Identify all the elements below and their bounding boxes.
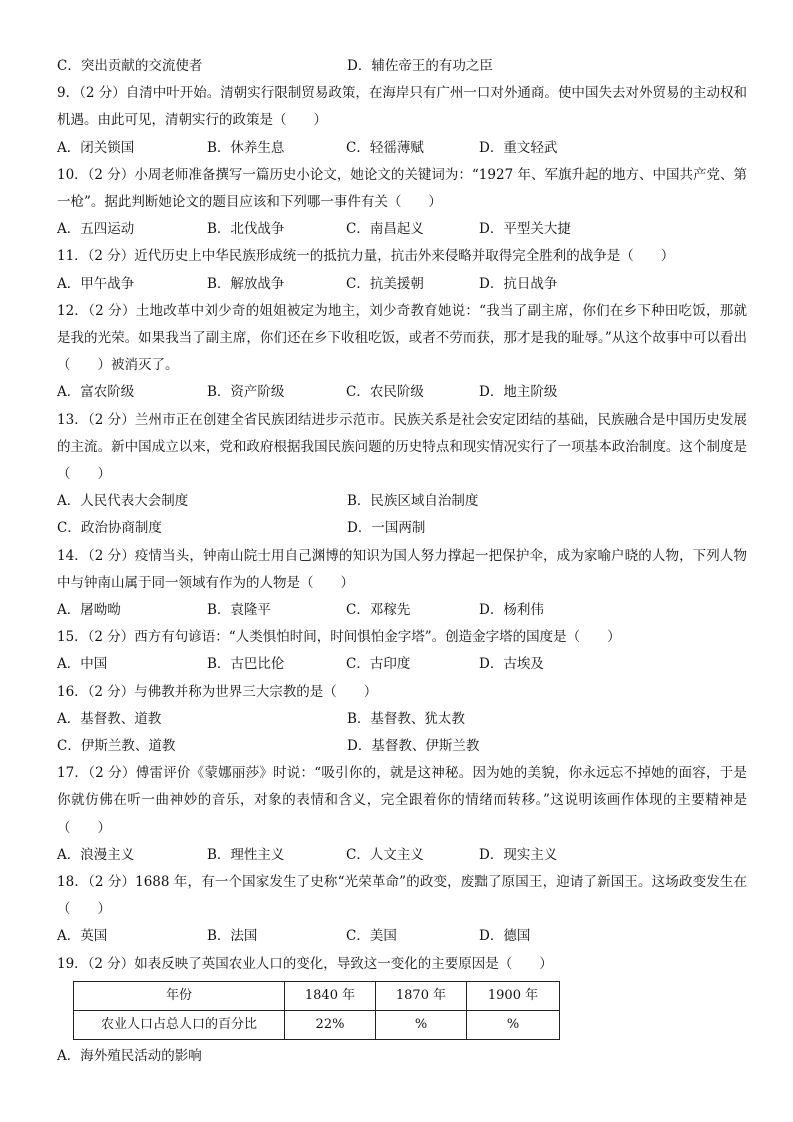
agri-population-table	[73, 981, 560, 1040]
option-b: B．理性主义	[207, 846, 285, 863]
q8-options	[57, 53, 747, 80]
question-17-stem: 17．（2 分）傅雷评价《蒙娜丽莎》时说：“吸引你的，就是这神秘。因为她的美貌，你永远忘不掉她的面容，于是你就仿佛在听一曲神妙的音乐，对象的表情和含义，完全跟着你的情绪而转移。”这说明该画作体现的主要精神是（ ）	[57, 765, 747, 836]
option-c: C．南昌起义	[346, 221, 424, 238]
option-d: D．一国两制	[347, 520, 426, 537]
option-d: D．德国	[479, 928, 531, 945]
exam-page	[57, 53, 747, 1070]
question-11-stem: 11．（2 分）近代历史上中华民族形成统一的抵抗力量，抗击外来侵略并取得完全胜利的战争是（ ）	[57, 248, 675, 265]
option-b: B．北伐战争	[207, 221, 285, 238]
option-a: A．甲午战争	[57, 275, 135, 292]
option-a: A．浪漫主义	[57, 846, 135, 863]
option-d: D．杨利伟	[479, 601, 544, 618]
table-header-cell: 1900 年	[467, 981, 560, 1010]
table-header-cell: 年份	[74, 981, 285, 1010]
option-b: B．基督教、犹太教	[347, 710, 465, 727]
option-c: C．美国	[346, 928, 397, 945]
option-c: C．农民阶级	[346, 384, 424, 401]
option-c: C．邓稼先	[346, 601, 411, 618]
option-d: D．基督教、伊斯兰教	[347, 737, 480, 754]
option-b: B．古巴比伦	[207, 656, 285, 673]
option-d: D．现实主义	[479, 846, 558, 863]
option-b: B．民族区域自治制度	[347, 493, 479, 510]
option-d: D．辅佐帝王的有功之臣	[347, 58, 493, 74]
question-13-options-row1	[57, 488, 747, 515]
question-14-stem: 14．（2 分）疫情当头，钟南山院士用自己渊博的知识为国人努力撑起一把保护伞，成为家喻户晓的人物，下列人物中与钟南山属于同一领域有作为的人物是（ ）	[57, 547, 747, 591]
question-12-options	[57, 379, 747, 406]
option-c: C．伊斯兰教、道教	[57, 737, 176, 754]
option-a: A．闭关锁国	[57, 139, 135, 156]
question-18-stem: 18．（2 分）1688 年，有一个国家发生了史称“光荣革命”的政变，废黜了原国王，迎请了新国王。这场政变发生在（ ）	[57, 873, 747, 918]
option-b: B．资产阶级	[207, 384, 285, 401]
question-13-stem: 13．（2 分）兰州市正在创建全省民族团结进步示范市。民族关系是社会安定团结的基础，民族融合是中国历史发展的主流。新中国成立以来，党和政府根据我国民族问题的历史特点和现实情况实行了一项基本政治制度。这个制度是（ ）	[57, 411, 747, 482]
option-c: C．抗美援朝	[346, 275, 424, 292]
option-c: C．古印度	[346, 656, 411, 673]
option-a: A．人民代表大会制度	[57, 493, 189, 510]
option-a: A．中国	[57, 656, 108, 673]
question-17-options	[57, 842, 747, 869]
option-c: C．轻徭薄赋	[346, 139, 424, 156]
question-9-options	[57, 135, 747, 162]
question-16-options-row2	[57, 733, 747, 760]
table-header-cell: 1870 年	[376, 981, 467, 1010]
option-d: D．重文轻武	[479, 139, 558, 156]
table-cell: 22%	[285, 1010, 376, 1039]
question-12-stem: 12．（2 分）土地改革中刘少奇的姐姐被定为地主，刘少奇教育她说：“我当了副主席，你们在乡下种田吃饭，那就是我的光荣。如果我当了副主席，你们还在乡下收租吃饭，或者不劳而获，那才是我的耻辱。”从这个故事中可以看出（ ）被消灭了。	[57, 302, 747, 374]
question-18-options	[57, 923, 747, 950]
option-d: D．抗日战争	[479, 275, 558, 292]
option-c: C．人文主义	[346, 846, 424, 863]
question-11-options	[57, 271, 747, 298]
table-row	[74, 1010, 560, 1039]
question-16-options-row1	[57, 706, 747, 733]
option-b: B．袁隆平	[207, 601, 271, 618]
table-cell: %	[376, 1010, 467, 1039]
question-15-stem: 15．（2 分）西方有句谚语：“人类惧怕时间，时间惧怕金字塔”。创造金字塔的国度是（ ）	[57, 629, 621, 646]
table-cell: %	[467, 1010, 560, 1039]
option-a: A．海外殖民活动的影响	[57, 1047, 202, 1064]
table-header-row	[74, 981, 560, 1010]
question-16-stem: 16．（2 分）与佛教并称为世界三大宗教的是（ ）	[57, 683, 378, 700]
question-9-stem: 9．（2 分）自清中叶开始。清朝实行限制贸易政策，在海岸只有广州一口对外通商。使中国失去对外贸易的主动权和机遇。由此可见，清朝实行的政策是（ ）	[57, 85, 747, 129]
option-b: B．休养生息	[207, 139, 285, 156]
question-13-options-row2	[57, 515, 747, 542]
option-c: C．政治协商制度	[57, 520, 162, 537]
question-19-stem: 19．（2 分）如表反映了英国农业人口的变化，导致这一变化的主要原因是（ ）	[57, 955, 553, 972]
question-19-options	[57, 1043, 747, 1070]
option-a: A．五四运动	[57, 221, 135, 238]
table-cell: 农业人口占总人口的百分比	[74, 1010, 285, 1039]
option-a: A．基督教、道教	[57, 710, 162, 727]
question-10-stem: 10．（2 分）小周老师准备撰写一篇历史小论文，她论文的关键词为：“1927 年、军旗升起的地方、中国共产党、第一枪”。据此判断她论文的题目应该和下列哪一事件有关（ ）	[57, 166, 747, 210]
option-d: D．地主阶级	[479, 384, 558, 401]
question-14-options	[57, 597, 747, 624]
option-d: D．古埃及	[479, 656, 544, 673]
option-b: B．法国	[207, 928, 258, 945]
option-a: A．屠呦呦	[57, 601, 121, 618]
question-10-options	[57, 216, 747, 243]
table-header-cell: 1840 年	[285, 981, 376, 1010]
option-a: A．英国	[57, 928, 108, 945]
question-15-options	[57, 651, 747, 678]
option-d: D．平型关大捷	[479, 221, 571, 238]
option-c: C．突出贡献的交流使者	[57, 58, 203, 74]
option-b: B．解放战争	[207, 275, 285, 292]
option-a: A．富农阶级	[57, 384, 135, 401]
